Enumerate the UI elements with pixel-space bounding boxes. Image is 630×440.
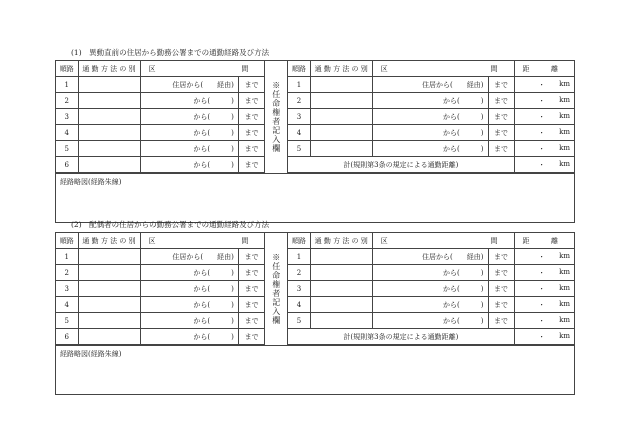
section-2-frame xyxy=(55,232,575,395)
route-map-label: 経路略図(経路朱線) xyxy=(60,350,122,358)
table-row[interactable]: 3 から( ) まで xyxy=(56,109,264,125)
method-cell[interactable] xyxy=(310,93,372,109)
total-distance-cell[interactable]: ・ km xyxy=(514,157,574,173)
table-row[interactable]: 1 住居から( 経由) まで ・ km xyxy=(288,249,574,265)
table-row[interactable]: 5 から( ) まで xyxy=(56,141,264,157)
method-cell[interactable] xyxy=(310,313,372,329)
distance-cell[interactable]: ・ km xyxy=(514,77,574,93)
table-header-row xyxy=(56,61,264,77)
table-row[interactable]: 4 から( ) まで ・ km xyxy=(288,297,574,313)
distance-cell[interactable]: ・ km xyxy=(514,109,574,125)
table-row[interactable]: 3 から( ) まで ・ km xyxy=(288,281,574,297)
distance-cell[interactable]: ・ km xyxy=(514,265,574,281)
route-map-label: 経路略図(経路朱線) xyxy=(60,178,122,186)
total-label: 計(規則第3条の規定による通勤距離) xyxy=(288,157,514,173)
distance-cell[interactable]: ・ km xyxy=(514,125,574,141)
table-row[interactable]: 2 から( ) まで xyxy=(56,265,264,281)
method-cell[interactable] xyxy=(78,109,140,125)
distance-cell[interactable]: ・ km xyxy=(514,297,574,313)
route-map-area[interactable] xyxy=(56,173,574,222)
table-header-row: 順路 通 勤 方 法 の 別 区 間 xyxy=(56,233,264,249)
method-cell[interactable] xyxy=(310,125,372,141)
table-row[interactable]: 2 から( ) まで ・ km xyxy=(288,93,574,109)
method-cell[interactable] xyxy=(78,125,140,141)
header-distance: 距 離 xyxy=(514,61,574,77)
header-method: 通 勤 方 法 の 別 xyxy=(78,61,140,77)
section-1-frame xyxy=(55,60,575,223)
method-cell[interactable] xyxy=(78,157,140,173)
method-cell[interactable] xyxy=(78,77,140,93)
method-cell[interactable] xyxy=(78,297,140,313)
section-2 xyxy=(55,218,575,395)
distance-cell[interactable]: ・ km xyxy=(514,141,574,157)
method-cell[interactable] xyxy=(310,141,372,157)
table-row[interactable]: 1 住居から( 経由) まで xyxy=(56,77,264,93)
distance-cell[interactable]: ・ km xyxy=(514,281,574,297)
method-cell[interactable] xyxy=(310,109,372,125)
distance-cell[interactable]: ・ km xyxy=(514,313,574,329)
method-cell[interactable] xyxy=(78,93,140,109)
table-row[interactable]: 5 から( ) まで ・ km xyxy=(288,313,574,329)
table-row[interactable]: 2 から( ) まで xyxy=(56,93,264,109)
method-cell[interactable] xyxy=(78,329,140,345)
section-2-title: (2) 配偶者の住居からの勤務公署までの通勤経路及び方法 xyxy=(71,220,270,229)
table-row[interactable]: 2 から( ) まで ・ km xyxy=(288,265,574,281)
appointer-memo-label: ※任命権者記入欄 xyxy=(271,253,281,325)
method-cell[interactable] xyxy=(78,265,140,281)
table-row[interactable]: 4 から( ) まで ・ km xyxy=(288,125,574,141)
table-row[interactable]: 6 から( ) まで xyxy=(56,329,264,345)
route-map-area[interactable] xyxy=(56,345,574,394)
table-row[interactable]: 6 から( ) まで xyxy=(56,157,264,173)
header-no: 順路 xyxy=(56,61,78,77)
section-1-title: (1) 異動直前の住居から勤務公署までの通勤経路及び方法 xyxy=(71,48,270,57)
section-1-left-table xyxy=(56,61,264,173)
section-2-left-table xyxy=(56,233,264,345)
table-row[interactable]: 5 から( ) まで xyxy=(56,313,264,329)
distance-cell[interactable]: ・ km xyxy=(514,249,574,265)
table-header-row: 順路 通 勤 方 法 の 別 区 間 距 離 xyxy=(288,233,574,249)
section-1 xyxy=(55,46,575,223)
method-cell[interactable] xyxy=(310,249,372,265)
distance-cell[interactable]: ・ km xyxy=(514,93,574,109)
table-row[interactable]: 5 から( ) まで ・ km xyxy=(288,141,574,157)
table-row[interactable]: 3 から( ) まで xyxy=(56,281,264,297)
method-cell[interactable] xyxy=(310,297,372,313)
table-row[interactable]: 1 住居から( 経由) まで xyxy=(56,249,264,265)
total-row[interactable] xyxy=(288,157,574,173)
appointer-memo-column xyxy=(264,61,288,173)
method-cell[interactable] xyxy=(78,313,140,329)
table-row[interactable]: 4 から( ) まで xyxy=(56,297,264,313)
total-distance-cell[interactable]: ・ km xyxy=(514,329,574,345)
table-row[interactable]: 3 から( ) まで ・ km xyxy=(288,109,574,125)
header-section: 区 間 xyxy=(140,61,264,77)
method-cell[interactable] xyxy=(310,281,372,297)
method-cell[interactable] xyxy=(78,141,140,157)
method-cell[interactable] xyxy=(78,281,140,297)
appointer-memo-column xyxy=(264,233,288,345)
method-cell[interactable] xyxy=(78,249,140,265)
method-cell[interactable] xyxy=(310,77,372,93)
total-label: 計(規則第3条の規定による通勤距離) xyxy=(288,329,514,345)
total-row[interactable] xyxy=(288,329,574,345)
table-header-row: 順路 通 勤 方 法 の 別 区 間 距 離 xyxy=(288,61,574,77)
section-2-right-table xyxy=(288,233,574,345)
appointer-memo-label: ※任命権者記入欄 xyxy=(271,81,281,153)
table-row[interactable]: 4 から( ) まで xyxy=(56,125,264,141)
table-row[interactable]: 1 住居から( 経由) まで ・ km xyxy=(288,77,574,93)
section-1-right-table xyxy=(288,61,574,173)
method-cell[interactable] xyxy=(310,265,372,281)
